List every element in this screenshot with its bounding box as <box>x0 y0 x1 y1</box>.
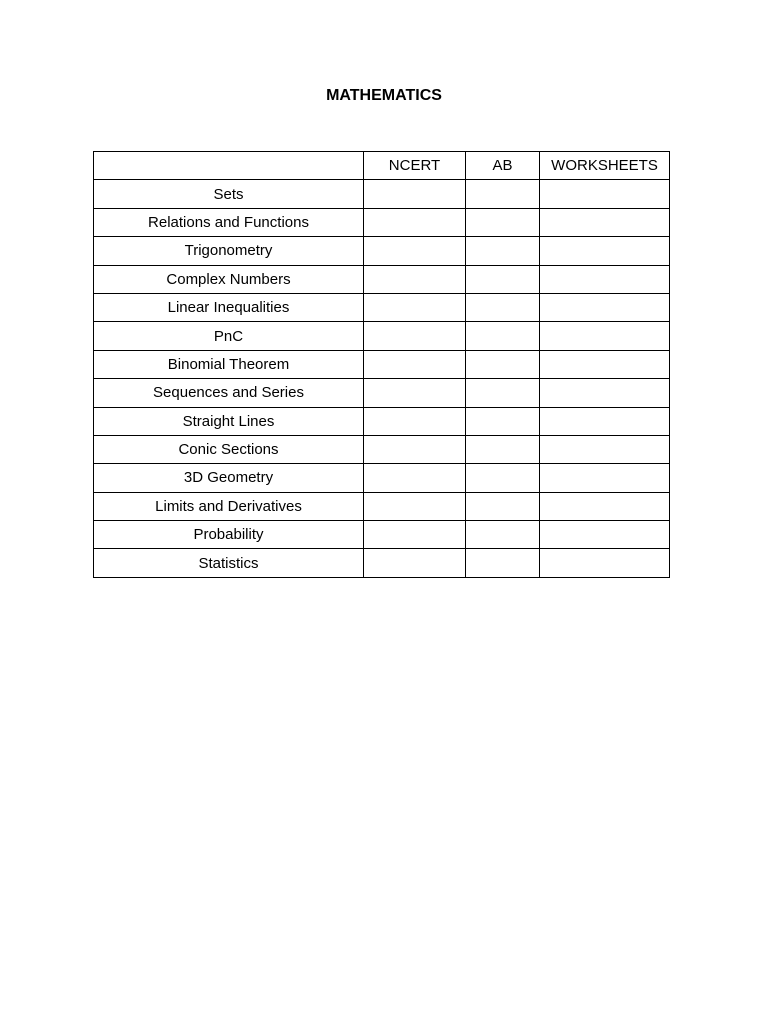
topic-cell: Probability <box>94 521 364 549</box>
table-row <box>94 492 670 520</box>
ab-cell <box>466 464 540 492</box>
ncert-cell <box>364 350 466 378</box>
ncert-cell <box>364 208 466 236</box>
ab-cell <box>466 265 540 293</box>
topic-cell: Conic Sections <box>94 435 364 463</box>
topic-cell: Trigonometry <box>94 237 364 265</box>
topic-cell: Sets <box>94 180 364 208</box>
ab-cell <box>466 208 540 236</box>
ncert-cell <box>364 435 466 463</box>
ncert-cell <box>364 521 466 549</box>
topic-cell: Straight Lines <box>94 407 364 435</box>
topic-cell: Relations and Functions <box>94 208 364 236</box>
page-title: MATHEMATICS <box>326 87 442 104</box>
ab-cell <box>466 407 540 435</box>
ncert-cell <box>364 379 466 407</box>
topic-cell: Limits and Derivatives <box>94 492 364 520</box>
table-row <box>94 379 670 407</box>
header-ab: AB <box>466 152 540 180</box>
ncert-cell <box>364 464 466 492</box>
ab-cell <box>466 180 540 208</box>
ab-cell <box>466 379 540 407</box>
topic-cell: Statistics <box>94 549 364 577</box>
worksheets-cell <box>540 435 670 463</box>
ncert-cell <box>364 407 466 435</box>
ncert-cell <box>364 293 466 321</box>
table-row <box>94 237 670 265</box>
worksheets-cell <box>540 180 670 208</box>
header-worksheets: WORKSHEETS <box>540 152 670 180</box>
table-row <box>94 350 670 378</box>
table-row <box>94 322 670 350</box>
ab-cell <box>466 350 540 378</box>
worksheets-cell <box>540 293 670 321</box>
topic-cell: Binomial Theorem <box>94 350 364 378</box>
ab-cell <box>466 549 540 577</box>
header-topic <box>94 152 364 180</box>
ab-cell <box>466 435 540 463</box>
topic-cell: 3D Geometry <box>94 464 364 492</box>
worksheets-cell <box>540 407 670 435</box>
header-ncert: NCERT <box>364 152 466 180</box>
table-row <box>94 208 670 236</box>
topic-cell: Sequences and Series <box>94 379 364 407</box>
topic-cell: Linear Inequalities <box>94 293 364 321</box>
topic-cell: Complex Numbers <box>94 265 364 293</box>
ab-cell <box>466 492 540 520</box>
table-row <box>94 464 670 492</box>
table-body <box>94 180 670 577</box>
table-row <box>94 265 670 293</box>
table-header-row <box>94 152 670 180</box>
worksheets-cell <box>540 549 670 577</box>
ncert-cell <box>364 322 466 350</box>
worksheets-cell <box>540 208 670 236</box>
worksheets-cell <box>540 322 670 350</box>
table-row <box>94 293 670 321</box>
worksheets-cell <box>540 237 670 265</box>
ab-cell <box>466 322 540 350</box>
ab-cell <box>466 237 540 265</box>
worksheets-cell <box>540 379 670 407</box>
ncert-cell <box>364 265 466 293</box>
ab-cell <box>466 521 540 549</box>
ncert-cell <box>364 492 466 520</box>
table-row <box>94 549 670 577</box>
worksheets-cell <box>540 492 670 520</box>
table-row <box>94 180 670 208</box>
worksheets-cell <box>540 521 670 549</box>
worksheets-cell <box>540 265 670 293</box>
ncert-cell <box>364 549 466 577</box>
worksheets-cell <box>540 350 670 378</box>
topic-cell: PnC <box>94 322 364 350</box>
table-row <box>94 435 670 463</box>
worksheets-cell <box>540 464 670 492</box>
ncert-cell <box>364 180 466 208</box>
ncert-cell <box>364 237 466 265</box>
ab-cell <box>466 293 540 321</box>
table-row <box>94 521 670 549</box>
topic-tracker-table <box>93 151 670 578</box>
table-row <box>94 407 670 435</box>
